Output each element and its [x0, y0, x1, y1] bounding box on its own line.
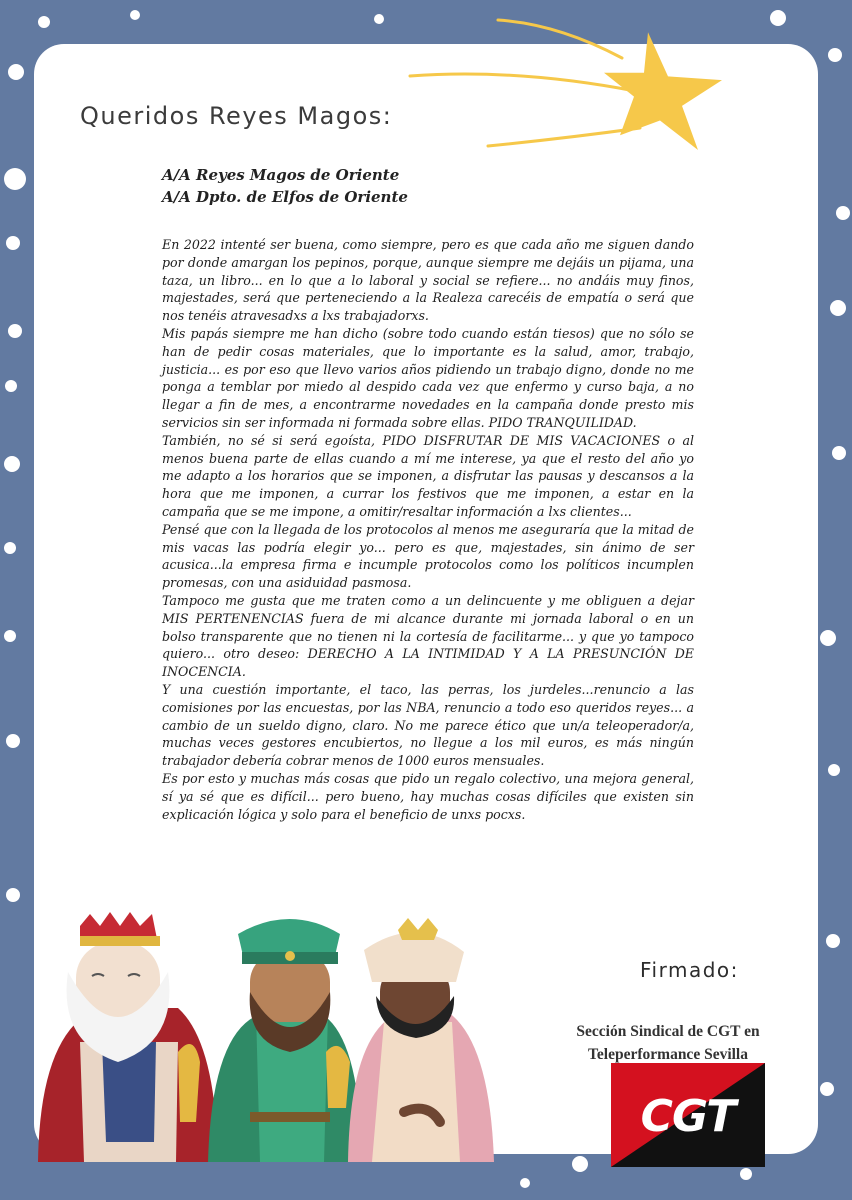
signature-label: Firmado:	[640, 958, 739, 982]
snowflake	[830, 300, 846, 316]
snowflake	[6, 734, 20, 748]
snowflake	[832, 446, 846, 460]
letter-paragraph: Mis papás siempre me han dicho (sobre todo cuando están tiesos) que no sólo se han de pedir cosas materiales, que lo importante es la salud, amor, trabajo, justicia... es por eso que llevo varios años pidiendo un trabajo digno, donde no me ponga a temblar por miedo al despido cada vez que enfermo y curso baja, a no llegar a fin de mes, a encontrarme novedades en la campaña donde presto mis servicios sin ser informada ni formada sobre ellas. PIDO TRANQUILIDAD.	[162, 325, 694, 430]
snowflake	[4, 630, 16, 642]
snowflake	[6, 236, 20, 250]
snowflake	[770, 10, 786, 26]
letter-paragraph: Es por esto y muchas más cosas que pido un regalo colectivo, una mejora general, sí ya sé que es difícil... pero bueno, hay muchas cosas difíciles que existen sin explicación lógica y solo para el beneficio de unxs pocxs.	[162, 770, 694, 822]
union-section-line: Teleperformance Sevilla	[588, 1046, 748, 1063]
snowflake	[8, 64, 24, 80]
star-icon	[408, 18, 758, 158]
letter-paragraph: Y una cuestión importante, el taco, las perras, los jurdeles...renuncio a las comisiones por las encuestas, por las NBA, renuncio a todo eso queridos reyes... a cambio de un sueldo digno, claro. No me parece ético que un/a teleoperador/a, muchas veces gestores encubiertos, no llegue a los mil euros, es más ningún trabajador debería cobrar menos de 1000 euros mensuales.	[162, 681, 694, 769]
letter-greeting: Queridos Reyes Magos:	[80, 102, 393, 130]
snowflake	[4, 456, 20, 472]
snowflake	[6, 888, 20, 902]
snowflake	[828, 764, 840, 776]
snowflake	[520, 1178, 530, 1188]
letter-paragraph: También, no sé si será egoísta, PIDO DISFRUTAR DE MIS VACACIONES o al menos buena parte de ellas cuando a mí me interese, ya que el resto del año yo me adapto a los horarios que se imponen, a disfrutar las pausas y descansos a la hora que me imponen, a currar los festivos que me imponen, a estar en la campaña que se me impone, a omitir/resaltar información a lxs clientes...	[162, 432, 694, 519]
snowflake	[572, 1156, 588, 1172]
letter-paragraph: Pensé que con la llegada de los protocolos al menos me aseguraría que la mitad de mis vacas las podría elegir yo... pero es que, majestades, sin ánimo de ser acusica...la empresa firma e incumple protocolos como los políticos incumplen promesas, con una asiduidad pasmosa.	[162, 521, 694, 591]
cgt-logo	[611, 1063, 765, 1167]
letter-body	[162, 236, 694, 823]
union-section-line: Sección Sindical de CGT en	[576, 1023, 760, 1040]
snowflake	[5, 380, 17, 392]
snowflake	[820, 1082, 834, 1096]
letter-paragraph: Tampoco me gusta que me traten como a un delincuente y me obliguen a dejar MIS PERTENENCIAS fuera de mi alcance durante mi jornada laboral o en un bolso transparente que no tienen ni la cortesía de facilitarme... y que yo tampoco quiero... otro deseo: DERECHO A LA INTIMIDAD Y A LA PRESUNCIÓN DE INOCENCIA.	[162, 592, 694, 680]
snowflake	[130, 10, 140, 20]
cgt-logo-text: CGT	[640, 1091, 736, 1142]
snowflake	[820, 630, 836, 646]
snowflake	[826, 934, 840, 948]
snowflake	[836, 206, 850, 220]
snowflake	[8, 324, 22, 338]
snowflake	[4, 542, 16, 554]
snowflake	[740, 1168, 752, 1180]
snowflake	[828, 48, 842, 62]
letter-paragraph: En 2022 intenté ser buena, como siempre, pero es que cada año me siguen dando por donde amargan los pepinos, porque, aunque siempre me dejáis un pijama, una taza, un libro... en lo que a lo laboral y social se refiere... no andáis muy finos, majestades, será que perteneciendo a la Realeza carecéis de empatía o será que nos tenéis atravesadxs a lxs trabajadorxs.	[162, 237, 694, 324]
snowflake	[374, 14, 384, 24]
three-kings-illustration	[28, 912, 498, 1182]
addressee-line: A/A Reyes Magos de Oriente	[162, 166, 400, 184]
union-section	[548, 1020, 788, 1066]
snowflake	[38, 16, 50, 28]
snowflake	[4, 168, 26, 190]
addressee-line: A/A Dpto. de Elfos de Oriente	[162, 188, 408, 206]
